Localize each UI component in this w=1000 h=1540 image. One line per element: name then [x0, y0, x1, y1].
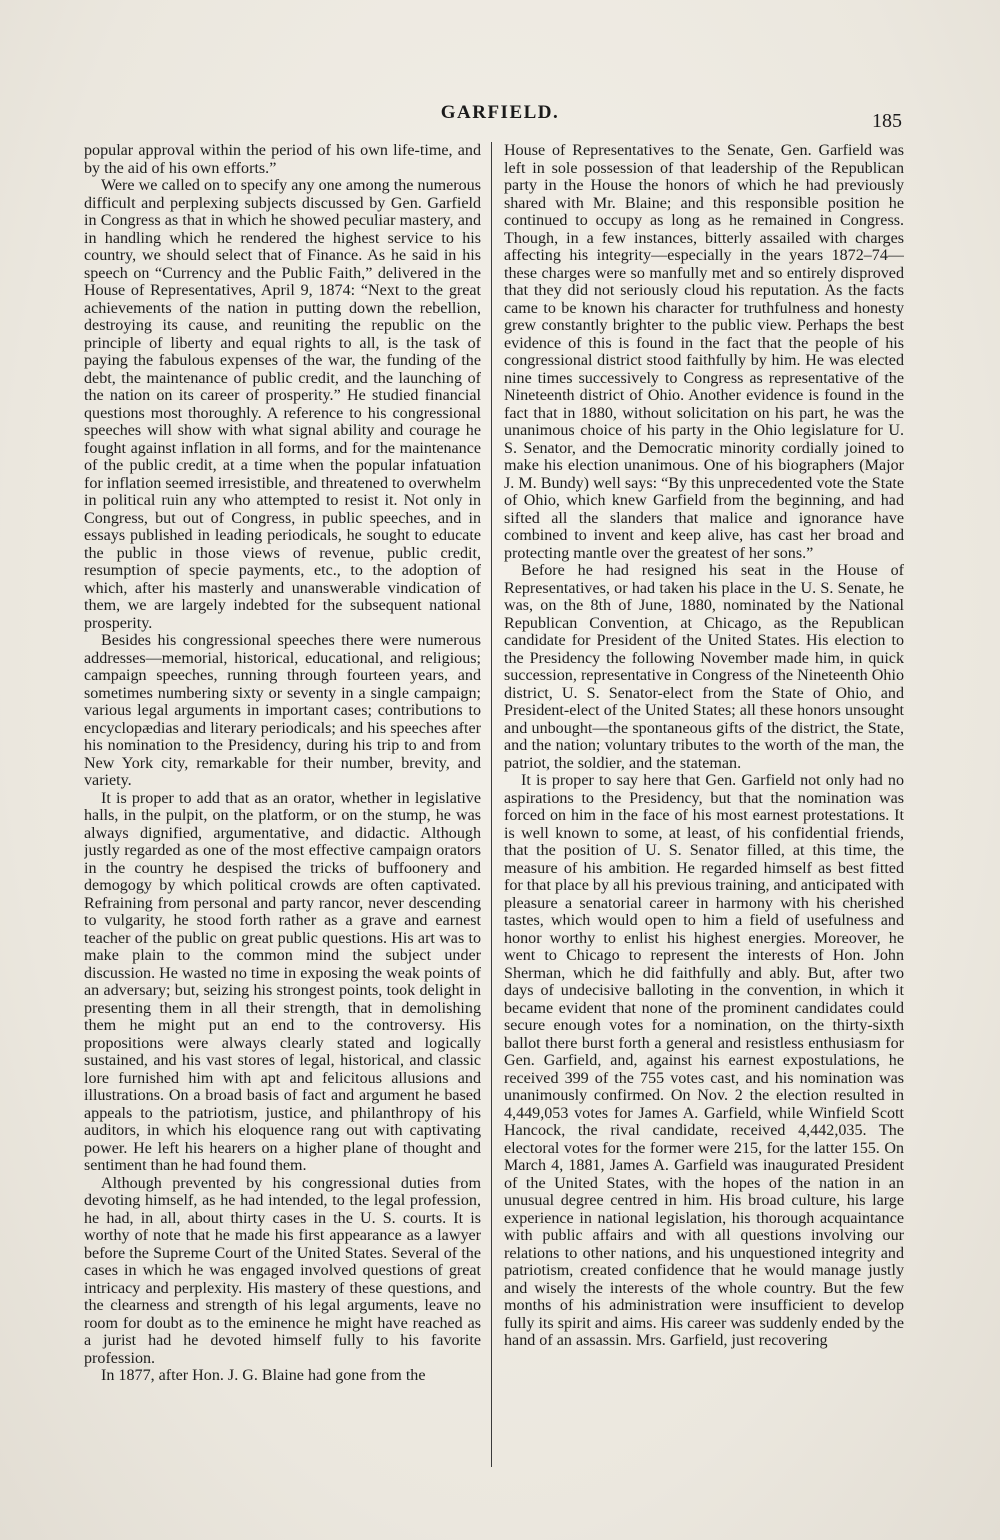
paragraph: Besides his congressional speeches there were numerous addresses—memorial, historical, educational, and religious; campaign speeches, running through fourteen years, and sometimes numbering sixty or seventy in a single campaign; various legal arguments in important cases; contributions to encyclopædias and literary periodicals; and his speeches after his nomination to the Presidency, during his trip to and from New York city, remarkable for their number, brevity, and variety. — [84, 632, 481, 789]
right-column — [504, 142, 904, 1472]
paragraph: It is proper to say here that Gen. Garfield not only had no aspirations to the Presidency, but that the nomination was forced on him in the face of his most earnest protestations. It is well known to some, at least, of his confidential friends, that the position of U. S. Senator filled, at this time, the measure of his ambition. He regarded himself as best fitted for that place by all his previous training, and anticipated with pleasure a senatorial career in harmony with his cherished tastes, which would open to him a field of usefulness and honor worthy to enlist his highest energies. Moreover, he went to Chicago to represent the interests of Hon. John Sherman, which he did faithfully and ably. But, after two days of undecisive balloting in the convention, in which it became evident that none of the prominent candidates could secure enough votes for a nomination, on the thirty-sixth ballot there burst forth a general and resistless enthusiasm for Gen. Garfield, and, against his earnest expostulations, he received 399 of the 755 votes cast, and his nomination was unanimously confirmed. On Nov. 2 the election resulted in 4,449,053 votes for James A. Garfield, while Winfield Scott Hancock, the rival candidate, received 4,442,035. The electoral votes for the former were 215, for the latter 155. On March 4, 1881, James A. Garfield was inaugurated President of the United States, with the hopes of the nation in an unusual degree centred in him. His broad culture, his large experience in national legislation, his thorough acquaintance with public affairs and with all questions involving our relations to other nations, and his unquestioned integrity and patriotism, created confidence that he would manage justly and wisely the interests of the whole country. But the few months of his administration were insufficient to develop fully its spirit and aims. His career was suddenly ended by the hand of an assassin. Mrs. Garfield, just recovering — [504, 772, 904, 1349]
paragraph: In 1877, after Hon. J. G. Blaine had gone from the — [101, 1367, 426, 1384]
paragraph: House of Representatives to the Senate, Gen. Garfield was left in sole possession of that leadership of the Republican party in the House the honors of which he had previously shared with Mr. Blaine; and this responsible position he continued to occupy as long as he remained in Congress. Though, in a few instances, bitterly assailed with charges affecting his integrity—especially in the years 1872–74—these charges were so manfully met and so entirely disproved that they did not seriously cloud his reputation. As the facts came to be known his character for truthfulness and honesty grew constantly brighter to the public view. Perhaps the best evidence of this is found in the fact that the people of his congressional district stood faithfully by him. He was elected nine times successively to Congress as representative of the Nineteenth district of Ohio. Another evidence is found in the fact that in 1880, without solicitation on his part, he was the unanimous choice of his party in the Ohio legislature for U. S. Senator, and the Democratic minority cordially joined to make his election unanimous. One of his biographers (Major J. M. Bundy) well says: “By this unprecedented vote the State of Ohio, which knew Garfield from the beginning, and had sifted all the slanders that malice and ignorance have combined to invent and keep alive, has cast her broad and protecting mantle over the greatest of her sons.” — [504, 142, 904, 562]
paragraph: Although prevented by his congressional duties from devoting himself, as he had intended, to the legal profession, he had, in all, about thirty cases in the U. S. courts. It is worthy of note that he made his first appearance as a lawyer before the Supreme Court of the United States. Several of the cases in which he was engaged involved questions of great intricacy and perplexity. His mastery of these questions, and the clearness and strength of his legal arguments, leave no room for doubt as to the eminence he might have reached as a jurist had he devoted himself fully to his favorite profession. — [84, 1174, 481, 1367]
running-head: GARFIELD. — [440, 102, 560, 123]
paragraph: Were we called on to specify any one among the numerous difficult and perplexing subjects discussed by Gen. Garfield in Congress as that in which he showed peculiar mastery, and in handling which he rendered the highest service to his country, we should select that of Finance. As he said in his speech on “Currency and the Public Faith,” delivered in the House of Representatives, April 9, 1874: “Next to the great achievements of the nation in putting down the rebellion, destroying its cause, and reuniting the republic on the principle of liberty and equal rights to all, is the task of paying the fabulous expenses of the war, the funding of the debt, the maintenance of public credit, and the launching of the nation on its career of prosperity.” He studied financial questions most thoroughly. A reference to his congressional speeches will show with what signal ability and courage he fought against inflation in all forms, and for the maintenance of the public credit, at a time when the popular infatuation for inflation seemed irresistible, and threatened to overwhelm in political ruin any who attempted to resist it. Not only in Congress, but out of Congress, in public speeches, and in essays published in leading periodicals, he sought to educate the public in those views of revenue, public credit, resumption of specie payments, etc., to the adoption of which, after his masterly and unanswerable vindication of them, we are largely indebted for the subsequent national prosperity. — [84, 177, 481, 632]
paragraph: Before he had resigned his seat in the House of Representatives, or had taken his place in the U. S. Senate, he was, on the 8th of June, 1880, nominated by the National Republican Convention, at Chicago, as the Republican candidate for President of the United States. His election to the Presidency the following November made him, in quick succession, representative in Congress of the Nineteenth Ohio district, U. S. Senator-elect from the State of Ohio, and President-elect of the United States; all these honors unsought and unbought—the spontaneous gifts of the district, the State, and the nation; voluntary tributes to the worth of the man, the patriot, the soldier, and the stateman. — [504, 562, 904, 772]
paragraph: popular approval within the period of his own life-time, and by the aid of his own efforts.” — [84, 142, 481, 177]
column-divider — [491, 142, 492, 1467]
paragraph: It is proper to add that as an orator, whether in legislative halls, in the pulpit, on the platform, or on the stump, he was always dignified, argumentative, and didactic. Although justly regarded as one of the most effective campaign orators in the country he despised the tricks of buffoonery and demogogy by which political crowds are often captivated. Refraining from personal and party rancor, never descending to vulgarity, he stood forth rather as a grave and earnest teacher of the public on great public questions. His art was to make plain to the common mind the subject under discussion. He wasted no time in exposing the weak points of an adversary; but, seizing his strongest points, took delight in presenting them in all their strength, that in demolishing them he might put an end to the controversy. His propositions were always clearly stated and logically sustained, and his vast stores of legal, historical, and classic lore furnished him with apt and felicitous allusions and illustrations. On a broad basis of fact and argument he based appeals to the patriotism, justice, and philanthropy of his auditors, in which his eloquence rang out with captivating power. He left his hearers on a higher plane of thought and sentiment than he had found them. — [84, 789, 481, 1174]
page-number: 185 — [872, 110, 902, 132]
left-column — [84, 142, 481, 1472]
